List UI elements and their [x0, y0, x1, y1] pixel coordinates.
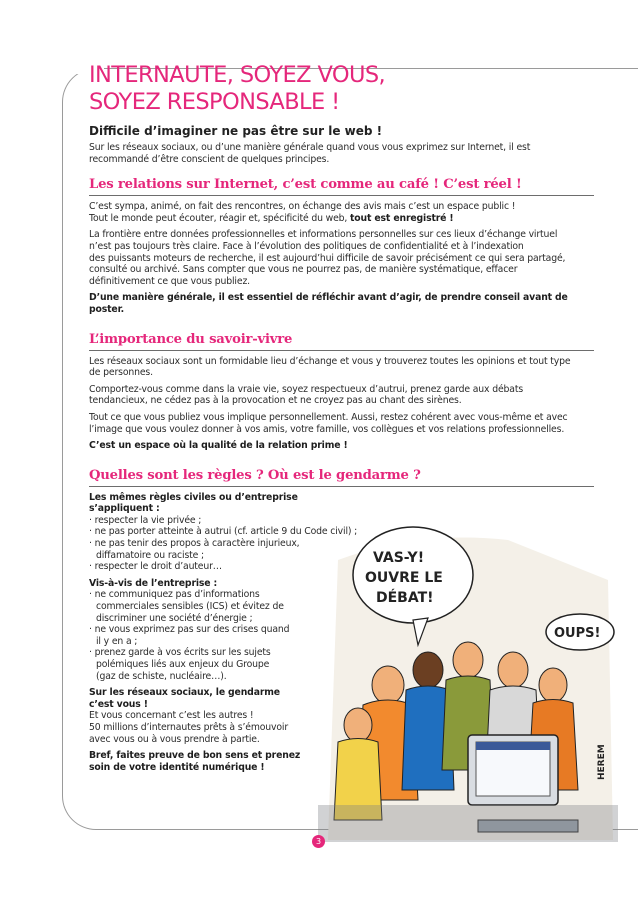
- company-item: · prenez garde à vos écrits sur les sujets: [89, 647, 271, 659]
- final-bold: Bref, faites preuve de bon sens et prenez: [89, 750, 301, 762]
- s2-p3-line: Tout ce que vous publiez vous implique personnellement. Aussi, restez cohérent avec vous-même et avec: [89, 411, 568, 423]
- gendarme-line: 50 millions d’internautes prêts à s’émouvoir: [89, 721, 289, 733]
- section3-heading: [89, 468, 594, 487]
- screen-header-bar: [476, 742, 550, 750]
- s1-p2-line: n’est pas toujours très claire. Face à l’évolution des politiques de confidentialité et à l’indexation: [89, 240, 524, 252]
- section2-heading-text: L’importance du savoir-vivre: [89, 331, 293, 347]
- gendarme-line: avec vous ou à vous prendre à partie.: [89, 733, 260, 745]
- section2-p1: [89, 356, 594, 379]
- s2-p2-line: Comportez-vous comme dans la vraie vie, soyez respectueux d’autrui, prenez garde aux débats: [89, 383, 524, 395]
- s1-p1-bold: tout est enregistré !: [350, 212, 454, 224]
- rule-item: · ne pas porter atteinte à autrui (cf. article 9 du Code civil) ;: [89, 526, 358, 538]
- section1-p2: [89, 229, 594, 287]
- rules-block: [89, 491, 358, 774]
- gendarme-line: Et vous concernant c’est les autres !: [89, 710, 254, 722]
- lead-text: Difficile d’imaginer ne pas être sur le web !: [89, 124, 383, 138]
- page-number: 3: [312, 835, 325, 848]
- s1-p1-last: [89, 213, 594, 225]
- company-item: polémiques liés aux enjeux du Groupe: [96, 659, 270, 670]
- gendarme-bold: c’est vous !: [89, 698, 148, 710]
- section2-p4: [89, 440, 594, 452]
- section3-rule: [89, 486, 594, 487]
- gendarme-bold: Sur les réseaux sociaux, le gendarme: [89, 687, 280, 699]
- title-line-2: SOYEZ RESPONSABLE !: [89, 89, 340, 115]
- intro-paragraph: [89, 142, 594, 165]
- monitor-screen: [476, 742, 550, 796]
- bubble2-text: OUPS!: [554, 626, 601, 641]
- section1-p1: [89, 201, 594, 224]
- rule-item: · respecter le droit d’auteur…: [89, 561, 222, 573]
- s2-p1-line: de personnes.: [89, 367, 153, 379]
- s1-p2-line: définitivement ce que vous publiez.: [89, 275, 250, 287]
- s2-p4-bold: C’est un espace où la qualité de la relation prime !: [89, 440, 348, 452]
- rule-item: diffamatoire ou raciste ;: [96, 549, 204, 561]
- company-item: il y en a ;: [96, 635, 138, 647]
- section2-heading: [89, 332, 594, 351]
- rule-item: · respecter la vie privée ;: [89, 514, 202, 526]
- s1-p2-line: des puissants moteurs de recherche, il est aujourd’hui difficile de savoir précisément ce qui sera partagé,: [89, 252, 566, 264]
- s1-p2-line: consulté ou archivé. Sans compter que vous ne pourrez pas, de manière systématique, effacer: [89, 264, 518, 276]
- section2-p3: [89, 412, 594, 435]
- company-item: discriminer une société d’énergie ;: [96, 612, 253, 624]
- s2-p1-line: Les réseaux sociaux sont un formidable lieu d’échange et vous y trouverez toutes les opinions et tout type: [89, 355, 571, 367]
- s1-p3-bold: D’une manière générale, il est essentiel de réfléchir avant d’agir, de prendre conseil avant de poster.: [89, 292, 568, 315]
- cartoon-illustration: [318, 520, 618, 842]
- company-item: (gaz de schiste, nucléaire…).: [96, 670, 227, 682]
- s2-p2-line: tendancieux, ne cédez pas à la provocation et ne croyez pas au chant des sirènes.: [89, 395, 462, 407]
- rules-title: Les mêmes règles civiles ou d’entreprise s’appliquent :: [89, 491, 298, 515]
- section1-p3: [89, 292, 594, 315]
- section1-heading: [89, 177, 594, 196]
- company-title: Vis-à-vis de l’entreprise :: [89, 577, 218, 589]
- final-bold: soin de votre identité numérique !: [89, 761, 265, 773]
- rule-item: · ne pas tenir des propos à caractère injurieux,: [89, 538, 300, 550]
- company-item: · ne communiquez pas d’informations: [89, 589, 260, 601]
- artist-signature: HEREM: [597, 744, 607, 780]
- s2-p3-line: l’image que vous voulez donner à vos amis, votre famille, vos collègues et vos relations professionnelles.: [89, 423, 565, 435]
- section1-heading-text: Les relations sur Internet, c’est comme au café ! C’est réel !: [89, 177, 522, 193]
- page-title: [89, 62, 594, 116]
- section1-rule: [89, 195, 594, 196]
- section3-heading-text: Quelles sont les règles ? Où est le gendarme ?: [89, 467, 421, 483]
- desk: [318, 805, 618, 842]
- section2-rule: [89, 350, 594, 351]
- company-item: · ne vous exprimez pas sur des crises quand: [89, 624, 290, 636]
- title-line-1: INTERNAUTE, SOYEZ VOUS,: [89, 62, 386, 88]
- s1-p1-line: C’est sympa, animé, on fait des rencontres, on échange des avis mais c’est un espace public !: [89, 201, 516, 213]
- bubble1-line3: DÉBAT!: [376, 590, 434, 606]
- intro-line: recommandé d’être conscient de quelques principes.: [89, 153, 330, 165]
- bubble1-line2: OUVRE LE: [365, 570, 443, 586]
- s1-p2-line: La frontière entre données professionnelles et informations personnelles sur ces lieux d’échange virtuel: [89, 229, 558, 241]
- intro-line: Sur les réseaux sociaux, ou d’une manière générale quand vous vous exprimez sur Internet, il est: [89, 142, 531, 153]
- section2-p2: [89, 384, 594, 407]
- s1-p1-prefix: Tout le monde peut écouter, réagir et, spécificité du web,: [89, 212, 351, 224]
- bubble1-line1: VAS-Y!: [373, 550, 425, 566]
- company-item: commerciales sensibles (ICS) et évitez de: [96, 601, 284, 613]
